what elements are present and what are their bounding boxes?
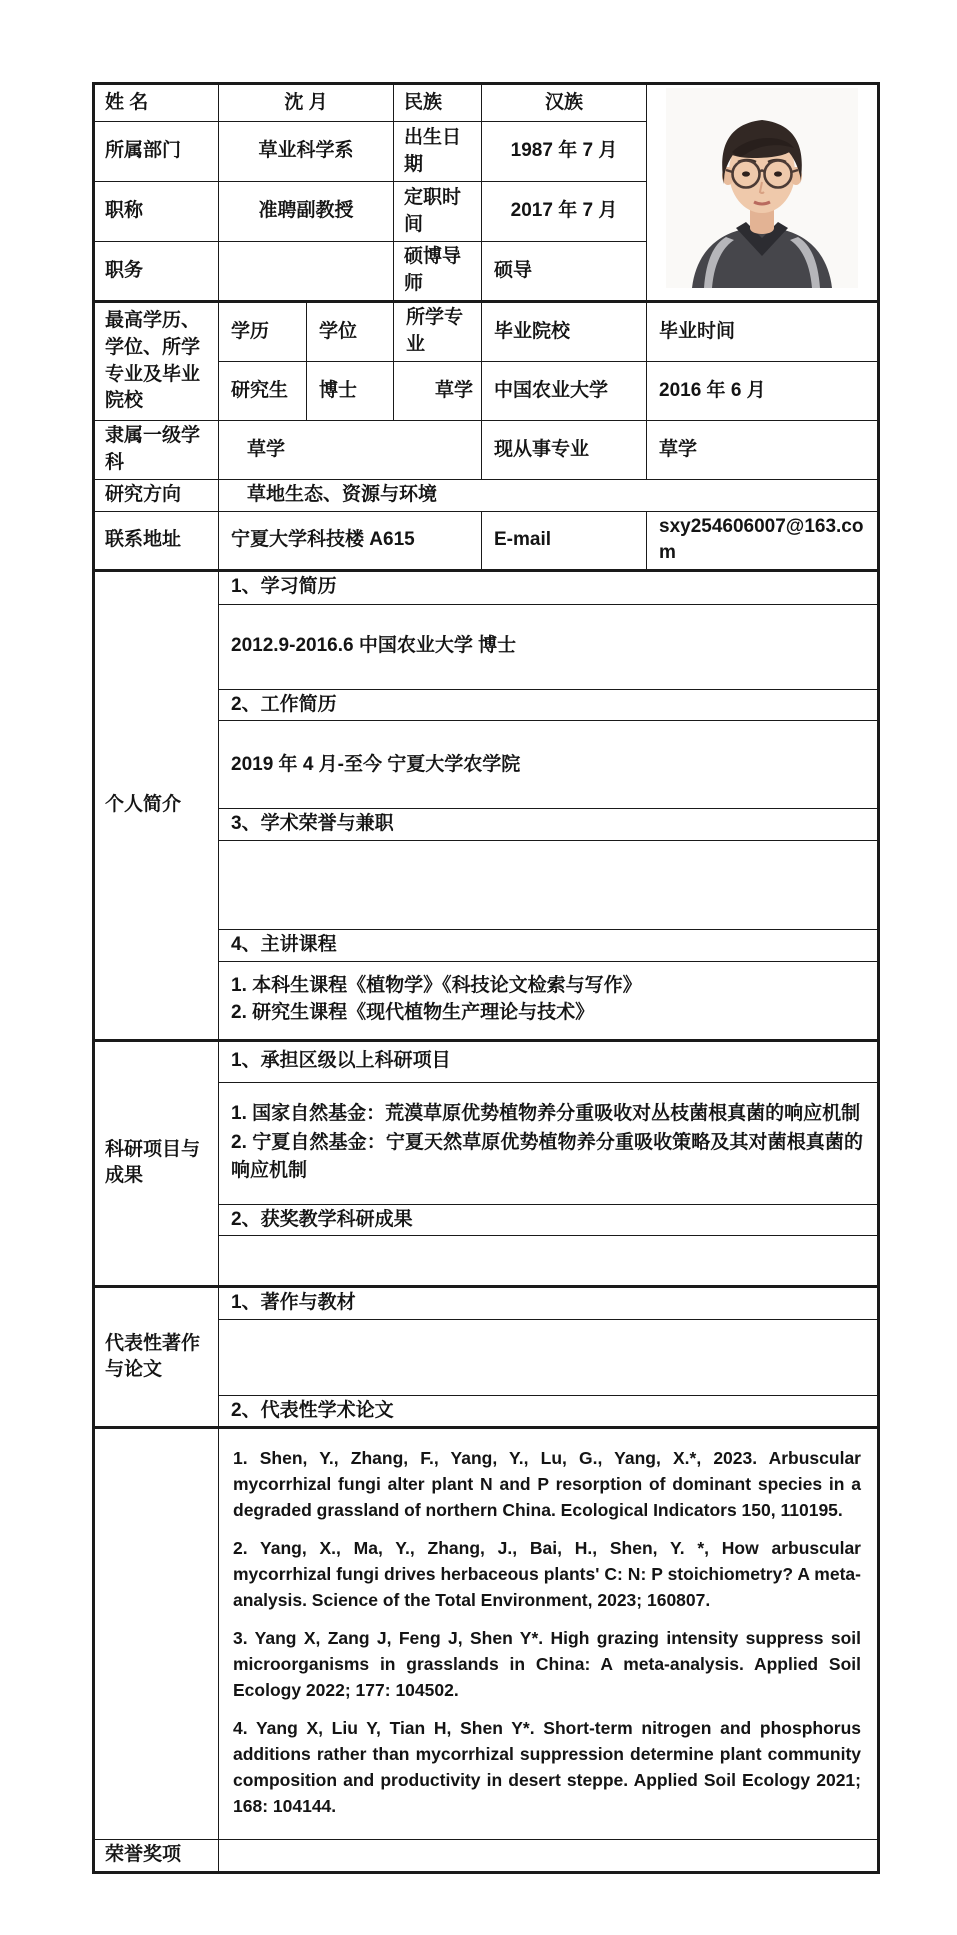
email-label: E-mail xyxy=(482,511,647,570)
row-contact xyxy=(94,511,879,570)
current-major-label: 现从事专业 xyxy=(482,421,647,480)
degree-header: 学位 xyxy=(307,302,394,362)
department-label: 所属部门 xyxy=(94,122,219,182)
mentor-value: 硕导 xyxy=(482,242,647,302)
contact-address: 宁夏大学科技楼 A615 xyxy=(219,511,482,570)
row-discipline xyxy=(94,421,879,480)
profile-section-3-heading: 3、学术荣誉与兼职 xyxy=(219,809,879,841)
photo-cell xyxy=(647,84,879,302)
major-value: 草学 xyxy=(394,362,482,421)
duty-value xyxy=(219,242,394,302)
projects-section-2-heading: 2、获奖教学科研成果 xyxy=(219,1204,879,1236)
row-research-direction xyxy=(94,480,879,512)
row-name xyxy=(94,84,879,122)
mentor-label: 硕博导师 xyxy=(394,242,482,302)
profile-section-2-heading: 2、工作简历 xyxy=(219,689,879,721)
contact-label: 联系地址 xyxy=(94,511,219,570)
title-value: 准聘副教授 xyxy=(219,182,394,242)
profile-section-2-content: 2019 年 4 月-至今 宁夏大学农学院 xyxy=(219,721,879,809)
row-works-heading-1 xyxy=(94,1287,879,1320)
discipline-label: 隶属一级学科 xyxy=(94,421,219,480)
profile-section-1-heading: 1、学习简历 xyxy=(219,570,879,604)
education-block-label: 最高学历、学位、所学专业及毕业院校 xyxy=(94,302,219,421)
portrait-photo xyxy=(666,88,858,288)
projects-block-label: 科研项目与成果 xyxy=(94,1040,219,1287)
ethnic-value: 汉族 xyxy=(482,84,647,122)
row-honors xyxy=(94,1840,879,1873)
projects-list xyxy=(219,1082,879,1204)
grad-time-value: 2016 年 6 月 xyxy=(647,362,879,421)
name-label: 姓 名 xyxy=(94,84,219,122)
grad-time-header: 毕业时间 xyxy=(647,302,879,362)
profile-section-3-content xyxy=(219,840,879,929)
degree-value: 博士 xyxy=(307,362,394,421)
degree-level-value: 研究生 xyxy=(219,362,307,421)
department-value: 草业科学系 xyxy=(219,122,394,182)
projects-section-1-heading: 1、承担区级以上科研项目 xyxy=(219,1040,879,1082)
birth-date-label: 出生日期 xyxy=(394,122,482,182)
ethnic-label: 民族 xyxy=(394,84,482,122)
tenure-time-value: 2017 年 7 月 xyxy=(482,182,647,242)
publication-item: 1. Shen, Y., Zhang, F., Yang, Y., Lu, G., Yang, X.*, 2023. Arbuscular mycorrhizal fungi alter plant N and P resorption of dominant species in a degraded grassland of northern China. Ecological Indicators 150, 110195. xyxy=(233,1448,861,1521)
duty-label: 职务 xyxy=(94,242,219,302)
honors-value xyxy=(219,1840,879,1873)
publication-item: 2. Yang, X., Ma, Y., Zhang, J., Bai, H., Shen, Y. *, How arbuscular mycorrhizal fungi drives herbaceous plants' C: N: P stoichiometry? A meta-analysis. Science of the Total Environment, 2023; 160807. xyxy=(233,1538,861,1611)
birth-date-value: 1987 年 7 月 xyxy=(482,122,647,182)
project-item: 2. 宁夏自然基金：宁夏天然草原优势植物养分重吸收策略及其对菌根真菌的响应机制 xyxy=(231,1131,863,1182)
publications-list xyxy=(219,1428,879,1840)
works-block-label: 代表性著作与论文 xyxy=(94,1287,219,1428)
publication-item: 4. Yang X, Liu Y, Tian H, Shen Y*. Short-term nitrogen and phosphorus additions rather than mycorrhizal suppression determine plant community composition and productivity in desert steppe. Applied Soil Ecology 2021; 168: 104144. xyxy=(233,1718,861,1817)
email-value: sxy254606007@163.com xyxy=(647,511,879,570)
title-label: 职称 xyxy=(94,182,219,242)
project-item: 1. 国家自然基金：荒漠草原优势植物养分重吸收对丛枝菌根真菌的响应机制 xyxy=(231,1103,861,1125)
tenure-time-label: 定职时间 xyxy=(394,182,482,242)
row-projects-heading-1 xyxy=(94,1040,879,1082)
school-header: 毕业院校 xyxy=(482,302,647,362)
degree-level-header: 学历 xyxy=(219,302,307,362)
major-header: 所学专业 xyxy=(394,302,482,362)
profile-section-4-heading: 4、主讲课程 xyxy=(219,929,879,961)
honors-label: 荣誉奖项 xyxy=(94,1840,219,1873)
profile-block-label: 个人简介 xyxy=(94,570,219,1040)
school-value: 中国农业大学 xyxy=(482,362,647,421)
name-value: 沈 月 xyxy=(219,84,394,122)
publication-item: 3. Yang X, Zang J, Feng J, Shen Y*. High grazing intensity suppress soil microorganisms in grasslands in China: A meta-analysis. Applied Soil Ecology 2022; 177: 104502. xyxy=(233,1628,861,1701)
projects-awards-content xyxy=(219,1236,879,1287)
profile-section-1-content: 2012.9-2016.6 中国农业大学 博士 xyxy=(219,604,879,689)
course-line-graduate: 2. 研究生课程《现代植物生产理论与技术》 xyxy=(231,1002,595,1024)
works-books-content xyxy=(219,1319,879,1395)
profile-section-4-content xyxy=(219,961,879,1040)
works-section-2-heading: 2、代表性学术论文 xyxy=(219,1395,879,1428)
discipline-value: 草学 xyxy=(219,421,482,480)
faculty-info-table xyxy=(92,82,880,1874)
row-profile-heading-1 xyxy=(94,570,879,604)
current-major-value: 草学 xyxy=(647,421,879,480)
publications-empty-label xyxy=(94,1428,219,1840)
course-line-undergraduate: 1. 本科生课程《植物学》《科技论文检索与写作》 xyxy=(231,975,642,997)
research-direction-label: 研究方向 xyxy=(94,480,219,512)
works-section-1-heading: 1、著作与教材 xyxy=(219,1287,879,1320)
resume-sheet xyxy=(92,82,880,1874)
research-direction-value: 草地生态、资源与环境 xyxy=(219,480,879,512)
row-publications xyxy=(94,1428,879,1840)
row-education-header xyxy=(94,302,879,362)
